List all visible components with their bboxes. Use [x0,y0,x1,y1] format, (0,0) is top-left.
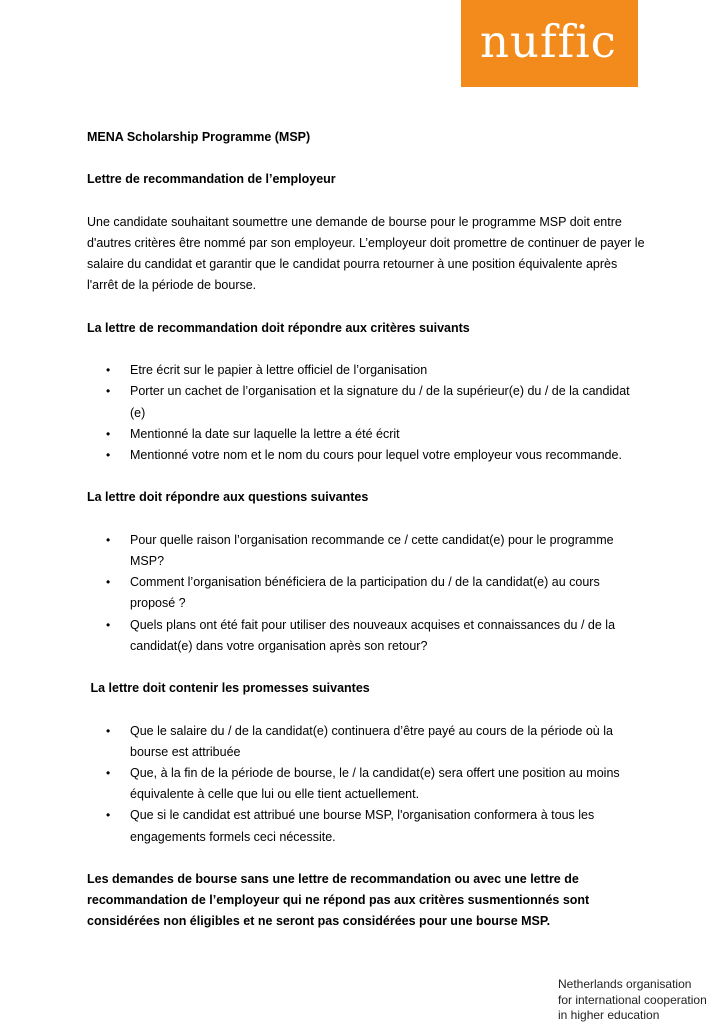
questions-list [87,530,647,657]
promises-list [87,721,647,848]
footer-line: Netherlands organisation [558,977,692,991]
criteria-list [87,360,647,466]
list-item: • Mentionné la date sur laquelle la lettre a été écrit [87,424,647,445]
footer-line: in higher education [558,1008,660,1022]
list-item: • Que, à la fin de la période de bourse, le / la candidat(e) sera offert une position au moins équivalente à celle que lui ou elle tient actuellement. [87,763,647,805]
document-body [87,127,647,933]
section-heading: La lettre doit contenir les promesses suivantes [87,681,370,696]
list-item: • Etre écrit sur le papier à lettre officiel de l’organisation [87,360,647,381]
list-item: • Porter un cachet de l’organisation et la signature du / de la supérieur(e) du / de la candidat (e) [87,381,647,423]
document-title: MENA Scholarship Programme (MSP) [87,130,311,144]
intro-paragraph: Une candidate souhaitant soumettre une demande de bourse pour le programme MSP doit entre d'autres critères être nommé par son employeur. L’employeur doit promettre de continuer de payer le salaire du candidat et garantir que le candidat pourra retourner à une position équivalente après l'arrêt de la période de bourse. [87,214,645,293]
list-item: • Que le salaire du / de la candidat(e) continuera d’être payé au cours de la période où la bourse est attribuée [87,721,647,763]
list-item: • Que si le candidat est attribué une bourse MSP, l'organisation conformera à tous les engagements formels ceci nécessite. [87,805,647,847]
footer-line: for international cooperation [558,992,707,1007]
logo-text: nuffic [480,15,617,68]
section-heading: La lettre doit répondre aux questions suivantes [87,490,369,505]
document-subtitle: Lettre de recommandation de l’employeur [87,172,336,187]
closing-paragraph: Les demandes de bourse sans une lettre de recommandation ou avec une lettre de recommandation de l’employeur qui ne répond pas aux critères susmentionnés sont considérées non éligibles et ne seront pas considérées pour une bourse MSP. [87,871,590,929]
list-item: • Comment l’organisation bénéficiera de la participation du / de la candidat(e) au cours proposé ? [87,572,647,614]
list-item: • Mentionné votre nom et le nom du cours pour lequel votre employeur vous recommande. [87,445,647,466]
footer-tagline [558,977,718,1024]
list-item: • Quels plans ont été fait pour utiliser des nouveaux acquises et connaissances du / de la candidat(e) dans votre organisation après son retour? [87,615,647,657]
nuffic-logo [461,0,638,87]
section-heading: La lettre de recommandation doit répondre aux critères suivants [87,320,470,335]
list-item: • Pour quelle raison l’organisation recommande ce / cette candidat(e) pour le programme MSP? [87,530,647,572]
